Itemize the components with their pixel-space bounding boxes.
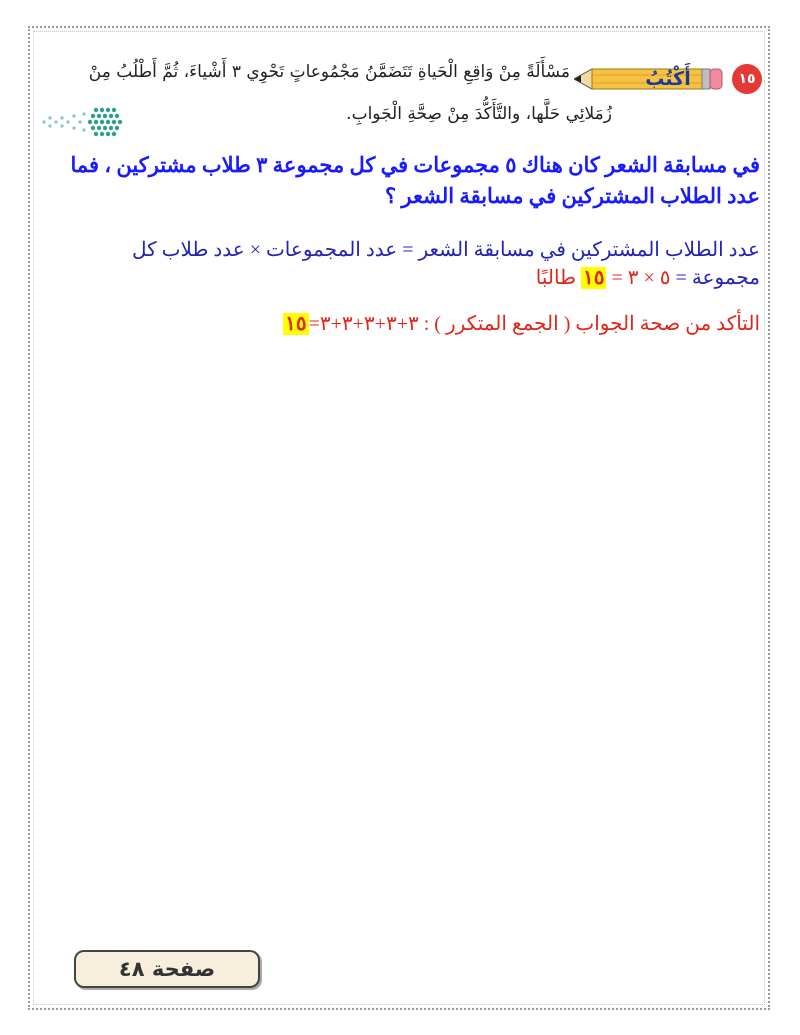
calculation-expression: ٥ × ٣ = bbox=[611, 267, 671, 289]
page-number-label: صفحة ٤٨ bbox=[118, 957, 216, 981]
calculation-formula: عدد الطلاب المشتركين في مسابقة الشعر = عدد المجموعات × عدد طلاب كل bbox=[132, 239, 760, 261]
verification-text: التأكد من صحة الجواب ( الجمع المتكرر ) : ٣+٣+٣+٣+٣= bbox=[308, 313, 760, 335]
problem-statement: في مسابقة الشعر كان هناك ٥ مجموعات في كل مجموعة ٣ طلاب مشتركين ، فما عدد الطلاب المشتركين في مسابقة الشعر ؟ bbox=[70, 153, 760, 208]
exercise-header bbox=[36, 58, 762, 148]
exercise-prompt-line-1: مَسْأَلَةً مِنْ وَاقِعِ الْحَياةِ تَتَضَمَّنُ مَجْمُوعاتٍ تَحْوِي ٣ أَشْياءَ، ثُمَّ أَطْلُبُ مِنْ bbox=[88, 62, 570, 82]
exercise-prompt-line-2: زُمَلائِي حَلَّها، والتَّأَكُّدَ مِنْ صِحَّةِ الْجَوابِ. bbox=[346, 104, 612, 124]
calculation-unit: طالبًا bbox=[535, 267, 576, 289]
ministry-logo-icon bbox=[36, 106, 126, 138]
verification-result: ١٥ bbox=[285, 313, 307, 335]
verification-line bbox=[40, 310, 760, 338]
section-label: أَكْتُبُ bbox=[645, 68, 691, 90]
calculation bbox=[40, 236, 760, 292]
exercise-number-badge: ١٥ bbox=[732, 64, 762, 94]
calculation-prefix: مجموعة = bbox=[675, 267, 760, 289]
calculation-result: ١٥ bbox=[583, 267, 605, 289]
calculation-line-2 bbox=[40, 264, 760, 292]
page-number-box bbox=[74, 950, 260, 988]
